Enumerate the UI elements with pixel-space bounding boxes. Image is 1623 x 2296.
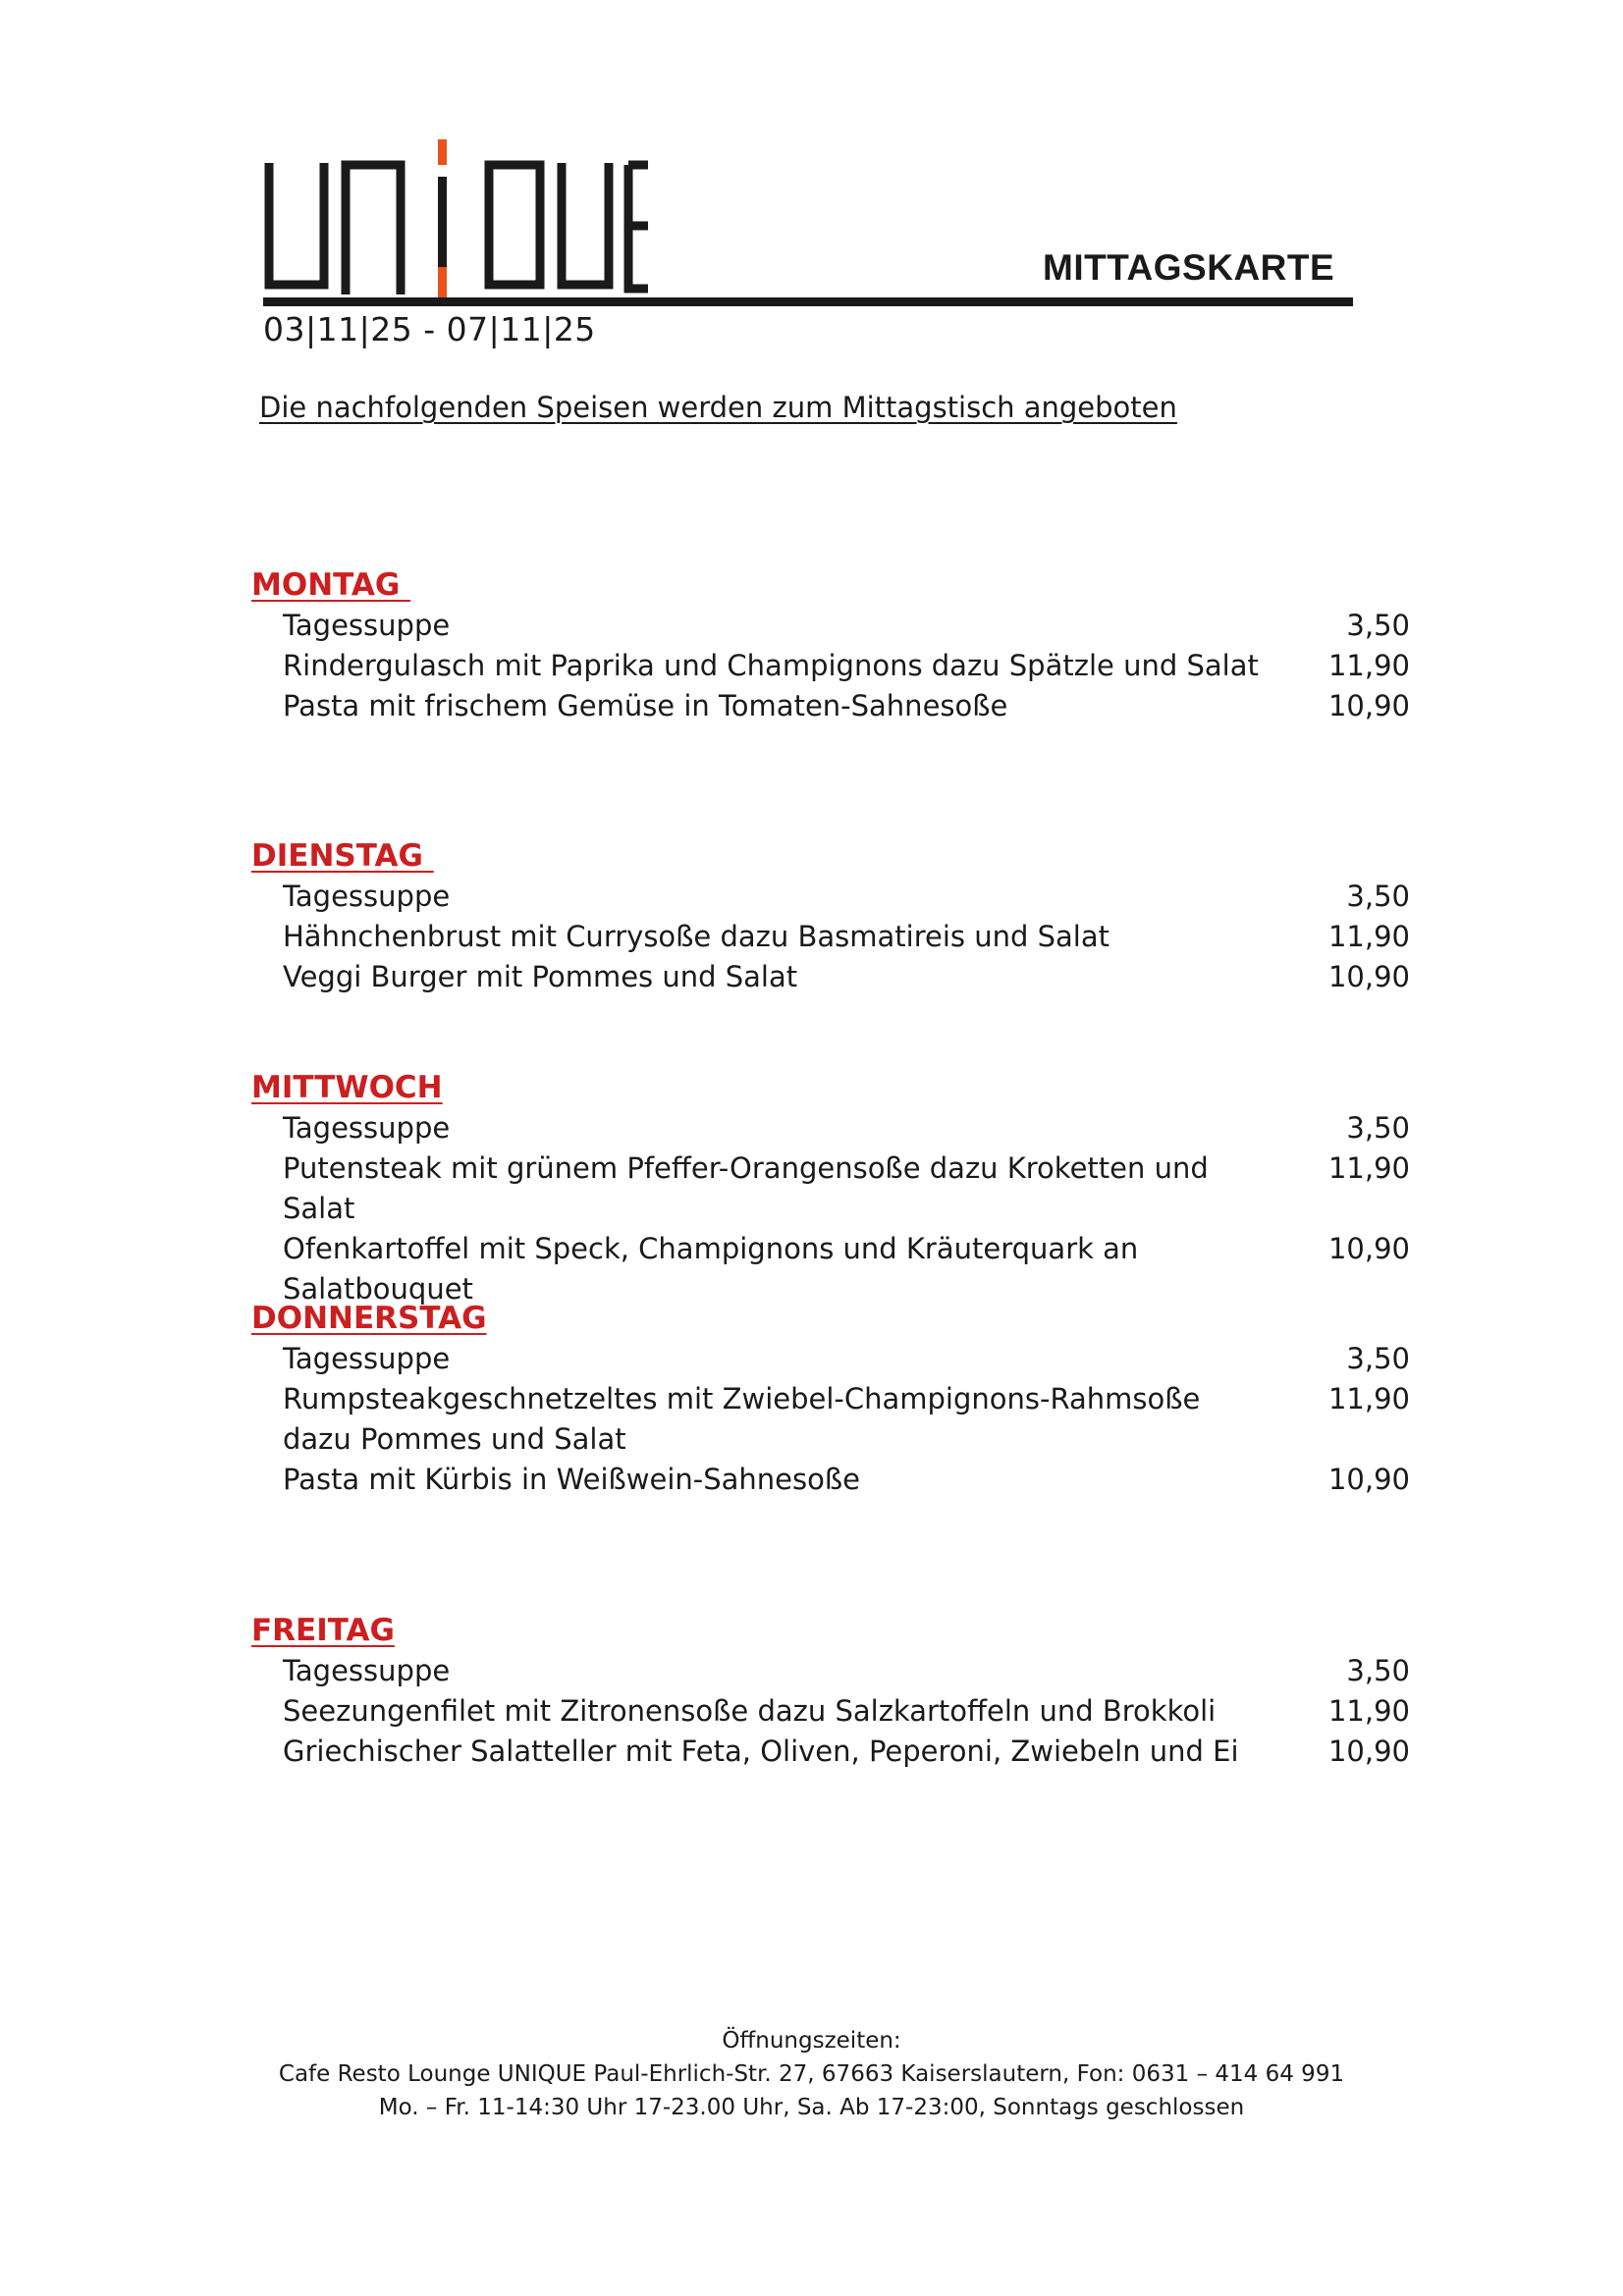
menu-item — [251, 1379, 1410, 1460]
item-price: 3,50 — [1346, 880, 1410, 913]
menu-item — [251, 1108, 1410, 1148]
menu-item — [251, 1651, 1410, 1691]
item-name: Tagessuppe — [283, 1654, 451, 1687]
hours-line: Mo. – Fr. 11-14:30 Uhr 17-23.00 Uhr, Sa. Ab 17-23:00, Sonntags geschlossen — [378, 2095, 1245, 2120]
item-name: Hähnchenbrust mit Currysoße dazu Basmatireis und Salat — [283, 920, 1109, 953]
item-name: Tagessuppe — [283, 1111, 451, 1145]
day-section-monday — [251, 565, 1410, 726]
item-name: Pasta mit Kürbis in Weißwein-Sahnesoße — [283, 1463, 860, 1496]
day-title: FREITAG — [251, 1613, 395, 1648]
item-name: Seezungenfilet mit Zitronensoße dazu Salzkartoffeln und Brokkoli — [283, 1694, 1217, 1728]
menu-item — [251, 686, 1410, 726]
item-price: 10,90 — [1327, 1232, 1410, 1265]
item-name: Veggi Burger mit Pommes und Salat — [283, 960, 798, 993]
item-price: 11,90 — [1327, 649, 1410, 682]
opening-hours-heading: Öffnungszeiten: — [722, 2028, 901, 2054]
item-price: 10,90 — [1327, 1735, 1410, 1768]
item-name: Griechischer Salatteller mit Feta, Oliven, Peperoni, Zwiebeln und Ei — [283, 1735, 1239, 1768]
menu-item — [251, 1732, 1410, 1772]
menu-item — [251, 1460, 1410, 1500]
item-name: Rumpsteakgeschnetzeltes mit Zwiebel-Champignons-Rahmsoße dazu Pommes und Salat — [283, 1382, 1201, 1456]
menu-item — [251, 917, 1410, 957]
title-rule — [263, 297, 1353, 306]
day-title: DONNERSTAG — [251, 1301, 487, 1336]
item-price: 3,50 — [1346, 609, 1410, 642]
menu-item — [251, 646, 1410, 686]
day-title: MITTWOCH — [251, 1070, 443, 1105]
item-name: Tagessuppe — [283, 880, 451, 913]
item-price: 3,50 — [1346, 1342, 1410, 1375]
day-section-friday — [251, 1611, 1410, 1772]
menu-item — [251, 1691, 1410, 1732]
date-range: 03|11|25 - 07|11|25 — [263, 310, 596, 348]
menu-item — [251, 1339, 1410, 1379]
item-name: Tagessuppe — [283, 1342, 451, 1375]
item-price: 11,90 — [1327, 920, 1410, 953]
intro-text: Die nachfolgenden Speisen werden zum Mittagstisch angeboten — [259, 391, 1177, 424]
menu-item — [251, 877, 1410, 917]
page-title: MITTAGSKARTE — [1043, 247, 1335, 288]
day-title: DIENSTAG — [251, 838, 434, 874]
day-title: MONTAG — [251, 567, 411, 603]
day-section-wednesday — [251, 1068, 1410, 1309]
item-price: 3,50 — [1346, 1654, 1410, 1687]
unique-logo — [263, 135, 648, 302]
item-name: Ofenkartoffel mit Speck, Champignons und Kräuterquark an Salatbouquet — [283, 1232, 1139, 1306]
item-price: 10,90 — [1327, 1463, 1410, 1496]
item-name: Tagessuppe — [283, 609, 451, 642]
menu-item — [251, 606, 1410, 646]
footer — [0, 2024, 1623, 2124]
day-section-tuesday — [251, 836, 1410, 997]
menu-item — [251, 957, 1410, 997]
item-name: Rindergulasch mit Paprika und Champignons dazu Spätzle und Salat — [283, 649, 1259, 682]
item-name: Putensteak mit grünem Pfeffer-Orangensoße dazu Kroketten und Salat — [283, 1151, 1209, 1225]
item-price: 11,90 — [1327, 1694, 1410, 1728]
item-price: 11,90 — [1327, 1382, 1410, 1415]
item-price: 10,90 — [1327, 689, 1410, 722]
menu-item — [251, 1148, 1410, 1229]
menu-item — [251, 1229, 1410, 1309]
address-line: Cafe Resto Lounge UNIQUE Paul-Ehrlich-Str. 27, 67663 Kaiserslautern, Fon: 0631 – 414 64 991 — [278, 2061, 1345, 2087]
item-price: 3,50 — [1346, 1111, 1410, 1145]
item-name: Pasta mit frischem Gemüse in Tomaten-Sahnesoße — [283, 689, 1008, 722]
item-price: 10,90 — [1327, 960, 1410, 993]
item-price: 11,90 — [1327, 1151, 1410, 1185]
day-section-thursday — [251, 1299, 1410, 1500]
